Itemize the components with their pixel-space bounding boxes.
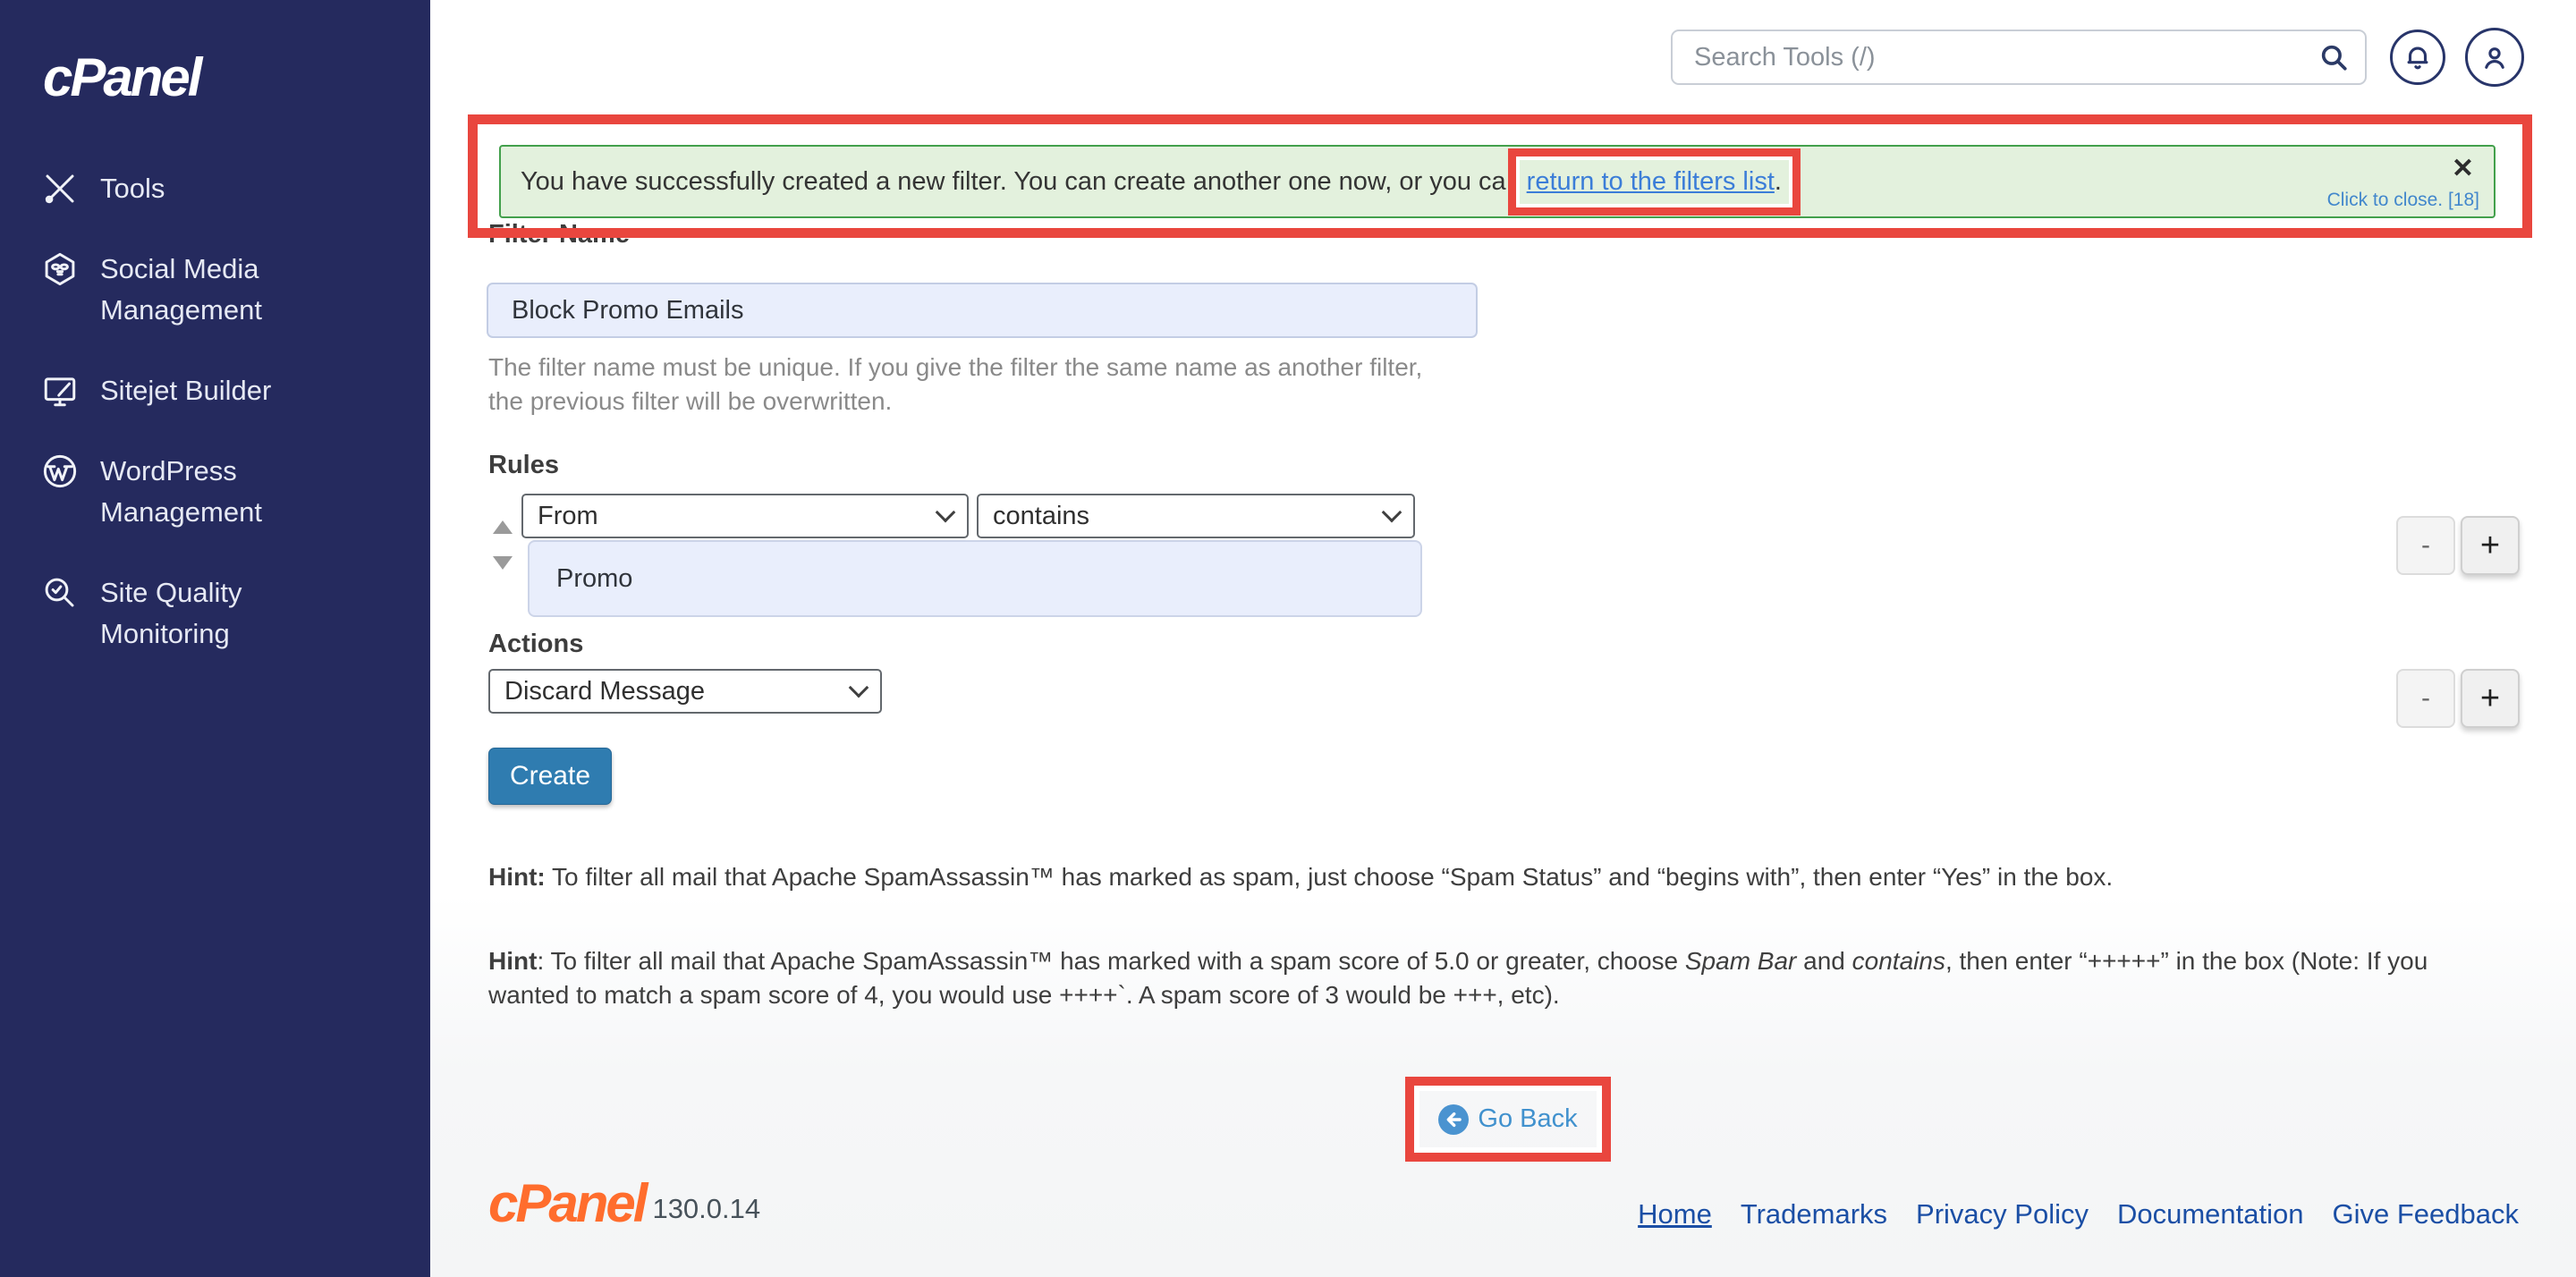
- filter-name-input[interactable]: [487, 283, 1478, 338]
- hint-text: and: [1796, 947, 1852, 975]
- add-rule-button[interactable]: +: [2461, 516, 2520, 575]
- footer-link-privacy-policy[interactable]: Privacy Policy: [1916, 1198, 2089, 1230]
- footer-link-documentation[interactable]: Documentation: [2116, 1198, 2304, 1230]
- hint-spam-score: [488, 944, 2514, 1012]
- wordpress-icon: [41, 452, 79, 490]
- go-back-label: Go Back: [1478, 1104, 1578, 1133]
- cpanel-footer-logo: cPanel: [488, 1173, 646, 1233]
- add-action-button[interactable]: +: [2461, 669, 2520, 728]
- tools-icon: [41, 170, 79, 207]
- rule-text-input[interactable]: Promo: [528, 540, 1422, 617]
- hint-spam-status: [488, 860, 2528, 894]
- footer-link-home[interactable]: Home: [1638, 1198, 1712, 1230]
- hint-bold: Hint: [488, 947, 538, 975]
- chevron-down-icon: [849, 678, 869, 698]
- chevron-down-icon: [1382, 503, 1402, 523]
- sidebar-item-label: Site Quality Monitoring: [100, 577, 242, 649]
- rules-label: Rules: [488, 451, 559, 479]
- sidebar-item-social-media-management[interactable]: [41, 249, 399, 331]
- sidebar: [0, 0, 430, 1277]
- sidebar-item-wordpress-management[interactable]: [41, 451, 399, 533]
- move-rule-up-icon[interactable]: [493, 520, 513, 534]
- filter-name-help: The filter name must be unique. If you give the filter the same name as another filter, the previous filter will be overwritten.: [488, 353, 1423, 415]
- search-icon[interactable]: [2318, 42, 2349, 72]
- search-input[interactable]: [1671, 30, 2367, 85]
- magnifier-check-icon: [41, 574, 79, 612]
- sidebar-item-tools[interactable]: [41, 168, 399, 209]
- arrow-left-circle-icon: [1438, 1104, 1469, 1135]
- sidebar-item-label: Social Media Management: [100, 253, 262, 326]
- cpanel-logo: cPanel: [43, 47, 200, 107]
- hint-text: To filter all mail that Apache SpamAssassin™ has marked as spam, just choose “Spam Status” and “begins with”, then enter “Yes” in the box.: [545, 863, 2114, 891]
- sidebar-item-label: WordPress Management: [100, 455, 262, 528]
- success-message: You have successfully created a new filter. You can create another one now, or you ca: [521, 166, 1506, 196]
- sidebar-item-sitejet-builder[interactable]: [41, 370, 399, 411]
- hint-italic: Spam Bar: [1684, 947, 1797, 975]
- main-content: [430, 0, 2576, 1277]
- actions-label: Actions: [488, 630, 584, 658]
- sidebar-item-label: Tools: [100, 173, 165, 204]
- user-icon: [2479, 42, 2510, 72]
- sidebar-item-label: Sitejet Builder: [100, 375, 272, 406]
- chevron-down-icon: [936, 503, 956, 523]
- monitor-pencil-icon: [41, 372, 79, 410]
- hint-bold: Hint:: [488, 863, 546, 891]
- sentence-period: .: [1774, 166, 1782, 196]
- click-to-close-hint[interactable]: Click to close. [18]: [2326, 190, 2479, 210]
- rule-field-value: From: [538, 501, 598, 530]
- rule-operator-value: contains: [993, 501, 1090, 530]
- close-icon[interactable]: ✕: [2451, 154, 2474, 183]
- remove-rule-button[interactable]: -: [2396, 516, 2455, 575]
- footer-branding: [488, 1173, 761, 1233]
- action-select[interactable]: [488, 669, 882, 714]
- hexagon-bee-icon: [41, 250, 79, 288]
- return-to-filters-list-link[interactable]: return to the filters list: [1526, 166, 1775, 196]
- action-value: Discard Message: [504, 676, 706, 706]
- create-button[interactable]: Create: [488, 748, 612, 805]
- hint-text: : To filter all mail that Apache SpamAssassin™ has marked with a spam score of 5.0 or greater, choose: [537, 947, 1685, 975]
- move-rule-down-icon[interactable]: [493, 556, 513, 570]
- remove-action-button[interactable]: -: [2396, 669, 2455, 728]
- version-number: 130.0.14: [652, 1193, 761, 1224]
- footer-link-give-feedback[interactable]: Give Feedback: [2332, 1198, 2519, 1230]
- notifications-button[interactable]: [2390, 30, 2445, 85]
- search-tools: [1671, 30, 2367, 85]
- hint-text: , then enter “+++++” in the box (Note: If you wanted to match a spam score of 4, you would use ++++`. A spam score of 3 would be +++, etc).: [488, 947, 2428, 1009]
- footer-link-trademarks[interactable]: Trademarks: [1740, 1198, 1888, 1230]
- bell-icon: [2402, 42, 2433, 72]
- filter-name-label: Filter Name: [488, 220, 630, 249]
- sidebar-nav: [41, 168, 399, 655]
- rule-operator-select[interactable]: [977, 494, 1415, 538]
- user-account-button[interactable]: [2465, 28, 2524, 87]
- hint-italic: contains: [1852, 947, 1945, 975]
- go-back-link[interactable]: [1405, 1077, 1611, 1162]
- sidebar-item-site-quality-monitoring[interactable]: [41, 572, 399, 655]
- footer-links: [1638, 1198, 2519, 1230]
- annotation-box-filters-link: [1508, 148, 1801, 216]
- success-banner: [499, 145, 2496, 218]
- rule-field-select[interactable]: [521, 494, 969, 538]
